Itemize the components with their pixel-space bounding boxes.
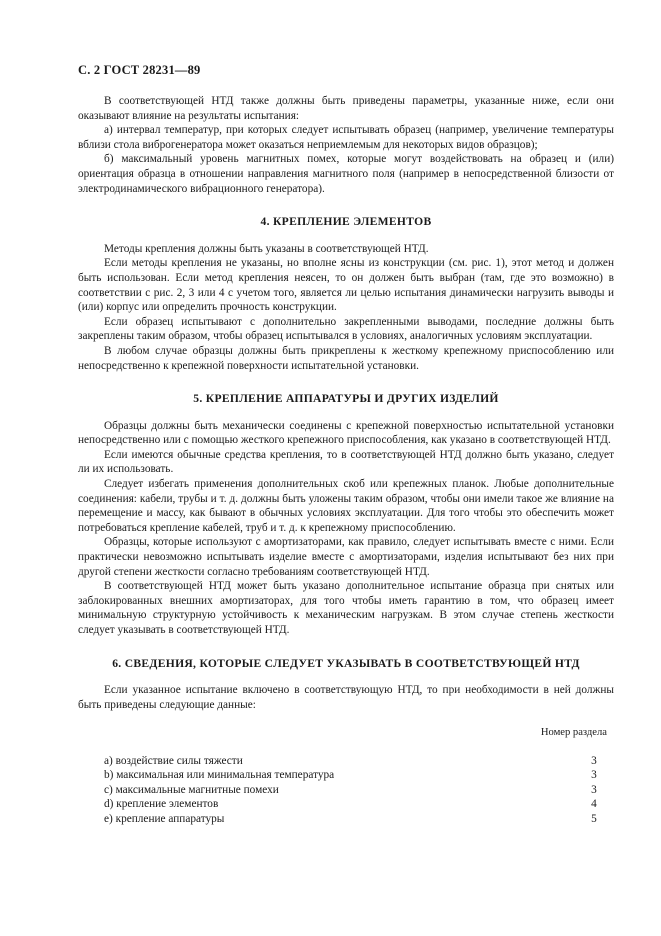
section-4-paragraph: В любом случае образцы должны быть прикреплены к жесткому крепежному приспособлению или непосредственно к крепежной поверхности испытательной установки. [78,344,614,372]
intro-item-b: б) максимальный уровень магнитных помех, которые могут воздействовать на образец и (или) ориентация образца в отношении направления магнитного поля (например в непосредственной близости от электродинамического вибрационного генератора). [78,153,614,195]
list-item-section-number: 3 [591,783,597,796]
section-5-paragraph: Если имеются обычные средства крепления, то в соответствующей НТД должно быть указано, следует ли их использовать. [78,448,614,476]
list-item [78,783,614,797]
intro-paragraph: В соответствующей НТД также должны быть приведены параметры, указанные ниже, если они оказывают влияние на результаты испытания: [78,95,614,122]
page-body [78,94,614,826]
list-item [78,812,614,826]
section-4-paragraph: Если образец испытывают с дополнительно закрепленными выводами, последние должны быть закреплены таким образом, чтобы образец испытывался в условиях, аналогичных условиям эксплуатации. [78,315,614,343]
list-item [78,754,614,768]
list-item-text: b) максимальная или минимальная температура [104,769,335,782]
section-4-heading: 4. КРЕПЛЕНИЕ ЭЛЕМЕНТОВ [260,215,432,229]
section-5-paragraph: Образцы должны быть механически соединены с крепежной поверхностью испытательной установки непосредственно или с помощью жесткого крепежного приспособления, как указано в соответствующей НТД. [78,419,614,447]
data-list [78,754,614,826]
list-item-section-number: 4 [591,798,597,811]
list-item-section-number: 5 [591,812,597,825]
page-header: С. 2 ГОСТ 28231—89 [78,63,201,77]
list-item-text: c) максимальные магнитные помехи [104,783,279,796]
section-6-heading: 6. СВЕДЕНИЯ, КОТОРЫЕ СЛЕДУЕТ УКАЗЫВАТЬ В СООТВЕТСТВУЮЩЕЙ НТД [112,656,580,670]
section-5-heading: 5. КРЕПЛЕНИЕ АППАРАТУРЫ И ДРУГИХ ИЗДЕЛИЙ [193,392,499,406]
section-number-column-header: Номер раздела [540,727,607,739]
list-item-text: e) крепление аппаратуры [104,812,225,825]
section-6-paragraph: Если указанное испытание включено в соответствующую НТД, то при необходимости в ней должны быть приведены следующие данные: [78,684,614,711]
section-5-paragraph: Образцы, которые используют с амортизаторами, как правило, следует испытывать вместе с ними. Если практически невозможно испытывать изделие вместе с амортизаторами, изделия испытывают без них при другой степени жесткости согласно требованиям соответствующей НТД. [78,536,614,578]
list-item-section-number: 3 [591,754,597,767]
list-item [78,797,614,811]
list-item-section-number: 3 [591,769,597,782]
intro-item-a: а) интервал температур, при которых следует испытывать образец (например, увеличение температуры вблизи стола виброгенератора может оказаться неприемлемым для некоторых видов образцов); [78,124,614,151]
section-5-paragraph: Следует избегать применения дополнительных скоб или крепежных планок. Любые дополнительные соединения: кабели, трубы и т. д. должны быть уложены таким образом, чтобы они имели такое же влияние на перемещение и массу, как бывают в обычных условиях эксплуатации. Для того чтобы это обеспечить может потребоваться крепление кабелей, труб и т. д. к крепежному приспособлению. [78,478,614,534]
section-5-paragraph: В соответствующей НТД может быть указано дополнительное испытание образца при снятых или заблокированных внешних амортизаторах, для того чтобы иметь гарантию в том, что образец имеет минимальную структурную устойчивость к механическим нагрузкам. В этом случае степень жесткости следует указывать в соответствующей НТД. [78,580,614,636]
section-4-paragraph: Методы крепления должны быть указаны в соответствующей НТД. [104,242,429,255]
list-item-text: a) воздействие силы тяжести [104,754,243,767]
list-item-text: d) крепление элементов [104,798,219,811]
section-4-paragraph: Если методы крепления не указаны, но вполне ясны из конструкции (см. рис. 1), этот метод и должен быть использован. Если метод крепления неясен, то он должен быть выбран (там, где это возможно) в соответствии с рис. 2, 3 или 4 с учетом того, является ли целью испытания динамически нагрузить выводы и (или) корпус или определить прочность конструкции. [78,257,614,314]
list-item [78,768,614,782]
